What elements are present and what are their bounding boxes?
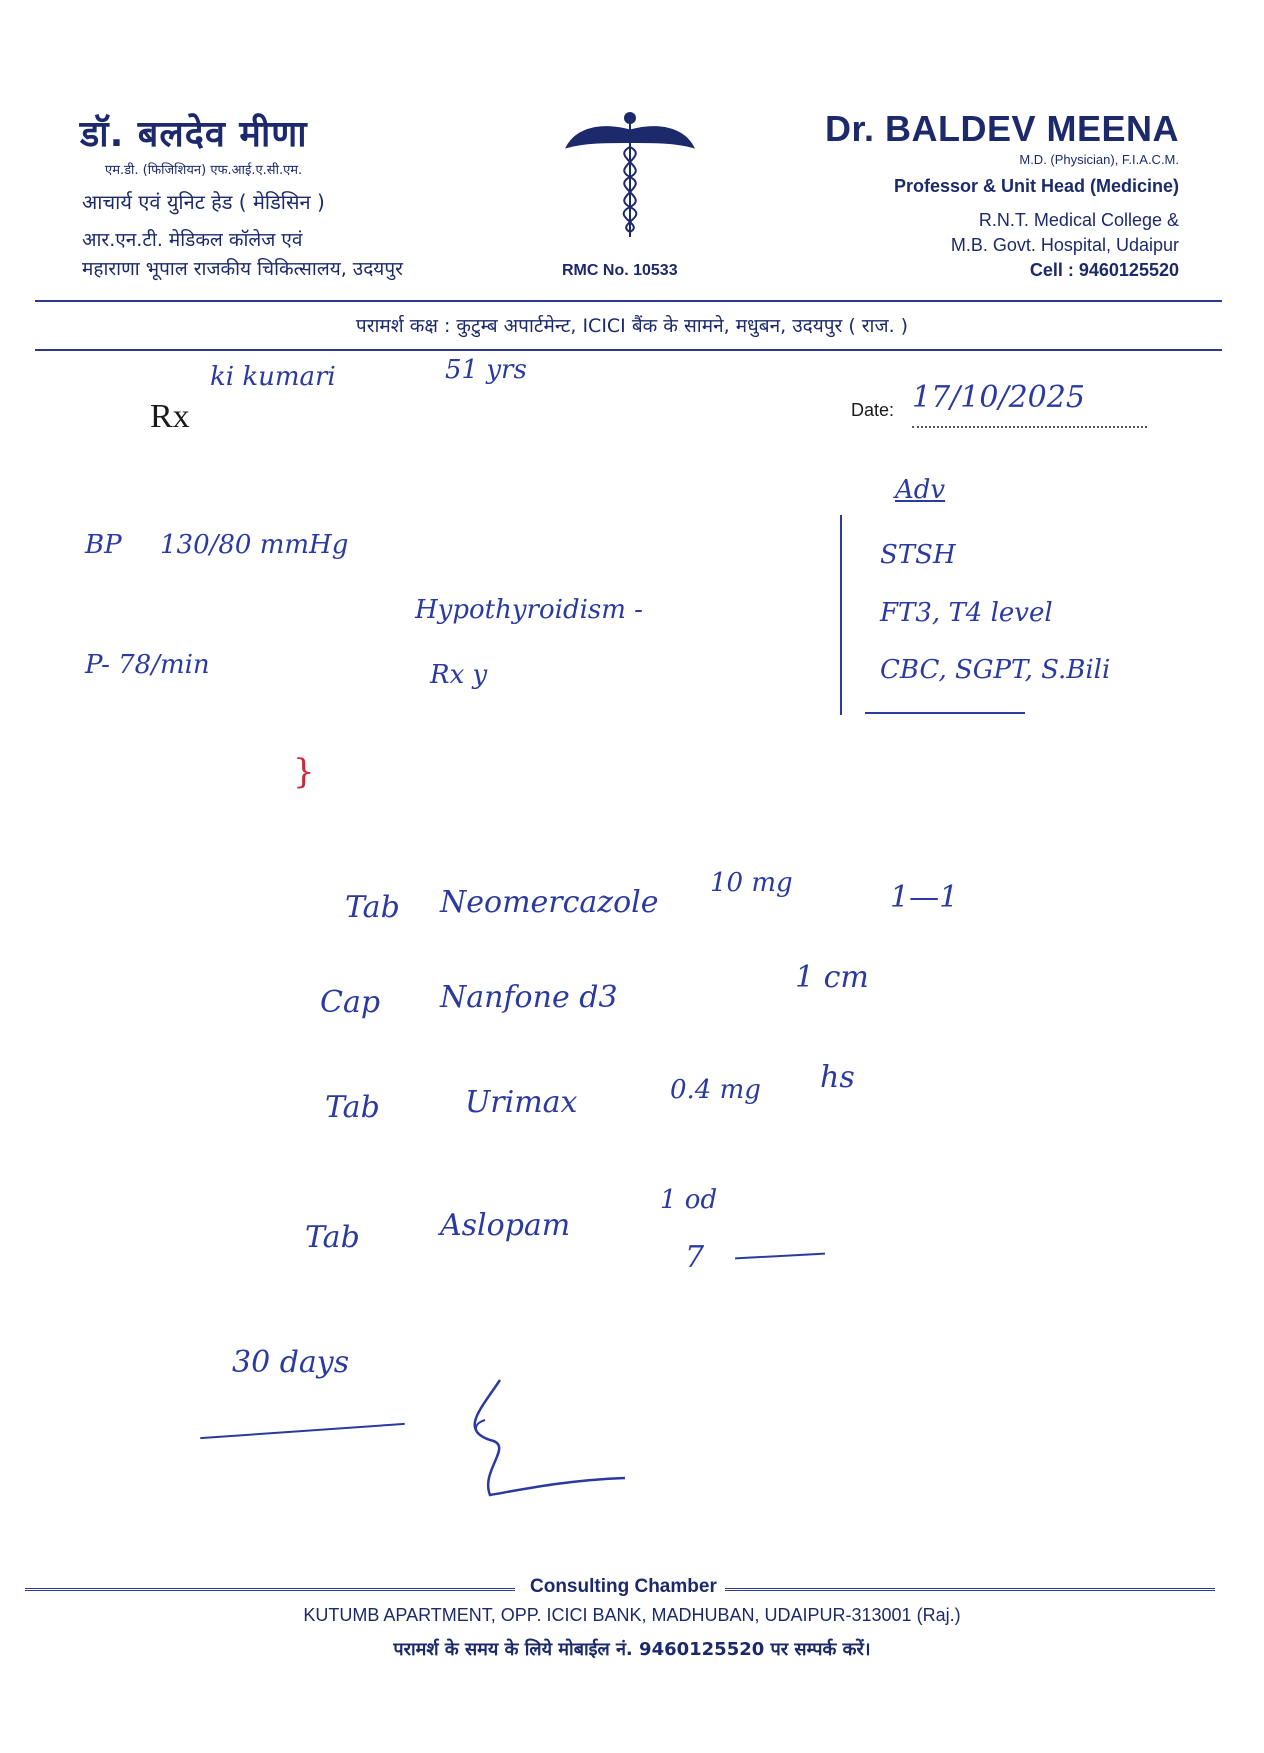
college-english-line1: R.N.T. Medical College & [978,210,1179,230]
footer-contact-note: परामर्श के समय के लिये मोबाईल नं. 9460125520 पर सम्पर्क करें। [393,1639,871,1660]
medicine-name: Nanfone d3 [440,980,618,1015]
footer-divider-right [725,1588,1215,1591]
advice-item: FT3, T4 level [880,598,1053,628]
advice-title: Adv [895,475,946,505]
rmc-number: RMC No. 10533 [562,262,678,279]
doctor-name-hindi: डॉ. बलदेव मीणा [80,114,308,155]
red-pen-mark: } [293,752,315,792]
medicine-frequency: 1 cm [795,960,869,995]
patient-name: ki kumari [210,362,336,392]
advice-bracket [840,515,842,715]
advice-item: STSH [880,540,956,570]
medicine-frequency: hs [820,1060,855,1095]
advice-item: CBC, SGPT, S.Bili [880,655,1111,685]
header-divider-bottom [35,349,1222,351]
clinic-address-hindi: परामर्श कक्ष : कुटुम्ब अपार्टमेन्ट, ICICI बैंक के सामने, मधुबन, उदयपुर ( राज. ) [355,315,909,337]
footer-title: Consulting Chamber [530,1576,717,1597]
college-hindi-line2: महाराणा भूपाल राजकीय चिकित्सालय, उदयपुर [82,258,403,280]
footer-divider-left [25,1588,515,1591]
doctor-name-english: Dr. BALDEV MEENA [824,108,1179,149]
position-english: Professor & Unit Head (Medicine) [893,176,1179,196]
position-hindi: आचार्य एवं युनिट हेड ( मेडिसिन ) [82,190,325,214]
medicine-name: Aslopam [440,1208,571,1243]
diagnosis: Hypothyroidism - [415,595,643,625]
medicine-frequency: 7 [685,1240,705,1275]
medicine-form: Tab [325,1090,380,1125]
bp-value: 130/80 mmHg [160,530,349,560]
medicine-form: Cap [320,985,381,1020]
medicine-dash [735,1253,825,1260]
caduceus-icon [565,112,695,242]
medicine-form: Tab [305,1220,360,1255]
advice-underline [865,712,1025,714]
doctor-signature [460,1370,640,1500]
rx-symbol: Rx [150,398,190,435]
diagnosis-note: Rx y [430,660,488,690]
date-value: 17/10/2025 [912,380,1085,415]
medicine-name: Urimax [465,1085,578,1120]
college-english-line2: M.B. Govt. Hospital, Udaipur [950,235,1179,255]
medicine-dose: 0.4 mg [670,1075,761,1105]
degree-english: M.D. (Physician), F.I.A.C.M. [1019,152,1179,167]
date-label: Date: [851,400,895,420]
college-hindi-line1: आर.एन.टी. मेडिकल कॉलेज एवं [82,229,303,251]
pulse-value: P- 78/min [85,650,210,680]
patient-age: 51 yrs [445,355,527,385]
duration: 30 days [232,1345,350,1380]
medicine-frequency: 1—1 [890,880,959,915]
medicine-form: Tab [345,890,400,925]
medicine-dose: 1 od [660,1185,718,1215]
cell-number: Cell : 9460125520 [1029,260,1179,280]
footer-address: KUTUMB APARTMENT, OPP. ICICI BANK, MADHUBAN, UDAIPUR-313001 (Raj.) [303,1605,961,1625]
medicine-dose: 10 mg [710,868,793,898]
bp-label: BP [85,530,122,560]
degree-hindi: एम.डी. (फिजिशियन) एफ.आई.ए.सी.एम. [105,163,303,178]
header-divider-top [35,300,1222,302]
duration-underline [200,1423,405,1439]
medicine-name: Neomercazole [440,885,659,920]
date-dotted-line [912,426,1147,428]
